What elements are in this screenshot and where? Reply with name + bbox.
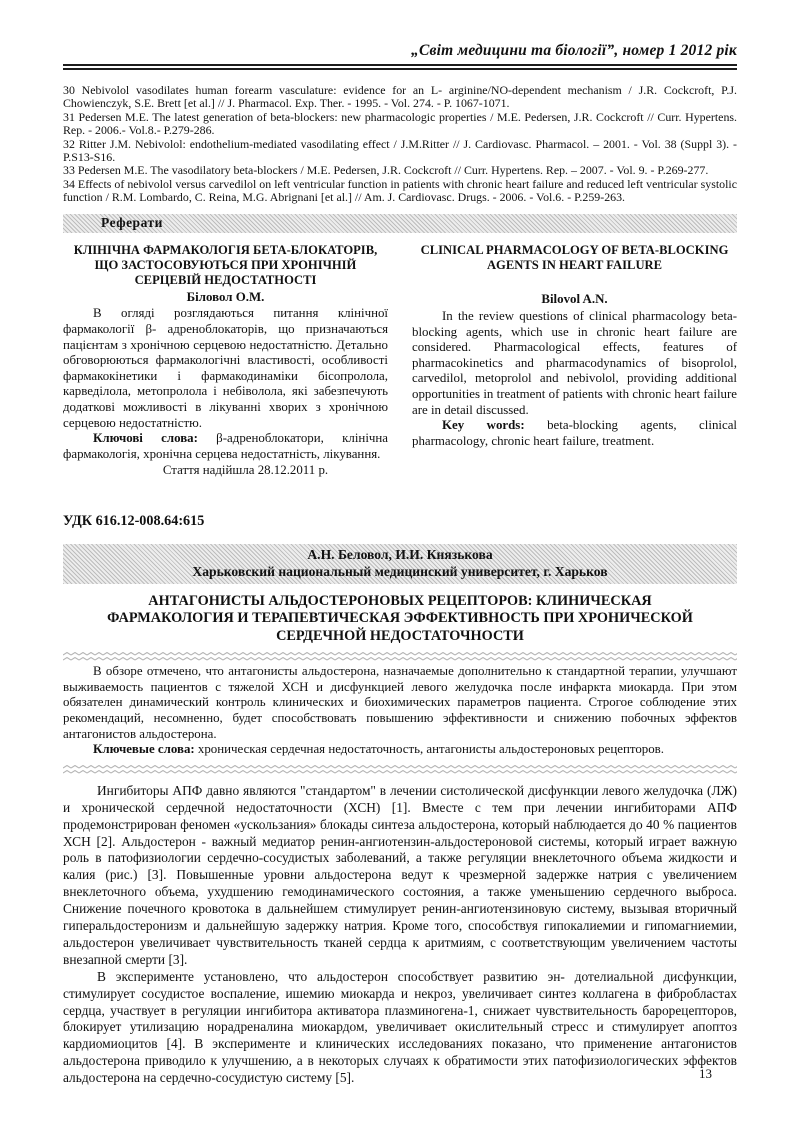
article-keywords xyxy=(63,742,737,758)
references-section xyxy=(63,84,737,205)
udk-code: УДК 616.12-008.64:615 xyxy=(63,513,205,529)
reference-item: 31 Pedersen M.E. The latest generation of beta-blockers: new pharmacologic properties / M.E. Pedersen, J.R. Cockcroft // Curr. Hypertens. Rep. - 2006.- Vol.8.- P.279-286. xyxy=(63,109,737,138)
received-date: Стаття надійшла 28.12.2011 р. xyxy=(162,463,329,478)
reference-item: 30 Nebivolol vasodilates human forearm vasculature: evidence for an L- arginine/NO-dependent mechanism / J.R. Cockcroft, P.J. Chowienczyk, S.E. Brett [et al.] // J. Pharmacol. Exp. Ther. - 1995. - Vol. 274. - P. 1067-1071. xyxy=(63,83,737,111)
journal-title: „Світ медицини та біології”, номер 1 2012 рік xyxy=(411,42,737,59)
article-abstract-text: В обзоре отмечено, что антагонисты альдостерона, назначаемые дополнительно к стандартной терапии, улучшают выживаемость пациентов с тяжелой ХСН и дисфункцией левого желудочка после инфаркта миокарда. При этом обязателен динамический контроль клинических и биохимических параметров пациента. Строгое соблюдение этих рекомендаций, несомненно, будет способствовать повышению эффективности и снижению побочных эффектов антагонистов альдостерона. xyxy=(63,664,737,741)
keywords-label: Key words: xyxy=(442,418,525,433)
referaty-banner xyxy=(63,214,737,233)
header-double-rule xyxy=(63,64,737,70)
article-abstract xyxy=(63,664,737,758)
article-authors: А.Н. Беловол, И.И. Князькова xyxy=(307,547,493,562)
abstract-ua-keywords xyxy=(63,431,388,462)
keywords-text: β-адреноблокатори, клінічна фармакологія, хронічна серцева недостатність, лікування. xyxy=(63,431,388,461)
abstract-ua-title: КЛІНІЧНА ФАРМАКОЛОГІЯ БЕТА-БЛОКАТОРІВ, ЩО ЗАСТОСОВУЮТЬСЯ ПРИ ХРОНІЧНІЙ СЕРЦЕВІЙ НЕДОСТАТНОСТІ xyxy=(73,242,378,288)
body-paragraph: В эксперименте установлено, что альдостерон способствует развитию эн- дотелиальной дисфункции, стимулирует сосудистое воспаление, ишемию миокарда и некроз, увеличивает синтез коллагена в фибробластах сердца, участвует в регуляции ингибитора активатора плазминогена-1, снижает чувствительность барорецепторов, блокирует утилизацию норадреналина миокардом, увеличивает окислительный стресс и стимулирует апоптоз кардиомиоцитов [4]. В эксперименте и клинических исследованиях показано, что применение антагонистов альдостерона приводило к улучшению, а в некоторых случаях к обратимости этих патофизиологических эффектов альдостерона на сердечно-сосудистую систему [5]. xyxy=(63,968,737,1086)
zigzag-separator xyxy=(63,765,737,774)
abstract-en-body: In the review questions of clinical pharmacology beta-blocking agents, which use in chronic heart failure are considered. Pharmacological effects, features of pharmacokinetics and pharmacodynamics of bisoprolol, carvedilol, metoprolol and nebivolol, providing additional opportunities in treatment of patients with chronic heart failure are in detail discussed. xyxy=(412,309,737,417)
abstract-english xyxy=(412,243,737,479)
body-paragraph: Ингибиторы АПФ давно являются "стандартом" в лечении систолической дисфункции левого желудочка (ЛЖ) и хронической сердечной недостаточности (ХСН) [1]. Вместе с тем при лечении ингибиторами АПФ продемонстрирован феномен «ускользания» блокады синтеза альдостерона, который наблюдается до 40 % пациентов ХСН [2]. Альдостерон - важный медиатор ренин-ангиотензин-альдостероновой системы, который играет важную роль в патофизиологии сердечно-сосудистых заболеваний, а также регуляции внеклеточного объема жидкости и калия (рис.) [3]. Повышенные уровни альдостерона ведут к чрезмерной задержке натрия с увеличением внеклеточного объема, ухудшению гемодинамического состояния, а также уменьшению сердечного выброса. Снижение почечного кровотока в дальнейшем стимулирует ренин-ангиотензиновую систему, вызывая вторичный гиперальдостеронизм и дальнейшую задержку натрия. Кроме того, способствуя гипокалиемии и гипомагниемии, альдостерон увеличивает чувствительность тканей сердца к аритмиям, с соответствующим увеличением частоты внезапной смерти [3]. xyxy=(63,782,737,967)
abstract-en-keywords xyxy=(412,418,737,449)
referaty-label: Реферати xyxy=(101,215,163,231)
keywords-label: Ключевые слова: xyxy=(93,742,195,757)
page-number: 13 xyxy=(699,1066,712,1081)
article-affiliation: Харьковский национальный медицинский университет, г. Харьков xyxy=(192,563,608,579)
abstract-ua-author: Біловол О.М. xyxy=(186,289,265,304)
zigzag-separator xyxy=(63,652,737,661)
reference-item: 33 Pedersen M.E. The vasodilatory beta-blockers / M.E. Pedersen, J.R. Cockcroft // Curr. Hypertens. Rep. – 2007. - Vol. 9. - P.269-277. xyxy=(63,163,709,178)
article-body xyxy=(63,783,737,1087)
journal-page xyxy=(63,0,737,1087)
abstracts-columns xyxy=(63,243,737,479)
article-title: АНТАГОНИСТЫ АЛЬДОСТЕРОНОВЫХ РЕЦЕПТОРОВ: КЛИНИЧЕСКАЯ ФАРМАКОЛОГИЯ И ТЕРАПЕВТИЧЕСКАЯ ЭФФЕКТИВНОСТЬ ПРИ ХРОНИЧЕСКОЙ СЕРДЕЧНОЙ НЕДОСТАТОЧНОСТИ xyxy=(107,593,693,644)
keywords-text: beta-blocking agents, clinical pharmacology, chronic heart failure, treatment. xyxy=(412,418,737,448)
abstract-ua-body: В огляді розглядаються питання клінічної фармакології β- адреноблокаторів, що призначаються пацієнтам з хронічною серцевою недостатністю. Детально обговорюються фармакологічні властивості, особливості фармакокінетики і фармакодинаміки бісопролола, карведілола, метопролола і небіволола, які забезпечують додаткові можливості в лікуванні хворих з хронічною серцевою недостатністю. xyxy=(63,306,388,430)
reference-item: 32 Ritter J.M. Nebivolol: endothelium-mediated vasodilating effect / J.M.Ritter // J. Cardiovasc. Pharmacol. – 2001. - Vol. 38 (Suppl 3). - P.S13-S16. xyxy=(63,136,737,165)
keywords-text: хроническая сердечная недостаточность, антагонисты альдостероновых рецепторов. xyxy=(194,742,664,757)
abstract-en-author: Bilovol A.N. xyxy=(541,292,608,307)
reference-item: 34 Effects of nebivolol versus carvedilol on left ventricular function in patients with chronic heart failure and reduced left ventricular systolic function / R.M. Lombardo, C. Reina, M.G. Abrignani [et al.] // Am. J. Cardiovasc. Drugs. - 2006. - Vol.6. - P.259-263. xyxy=(63,176,737,205)
abstract-en-title: CLINICAL PHARMACOLOGY OF BETA-BLOCKING AGENTS IN HEART FAILURE xyxy=(420,242,729,273)
keywords-label: Ключові слова: xyxy=(93,431,198,446)
abstract-ukrainian xyxy=(63,243,388,479)
authors-banner xyxy=(63,544,737,584)
